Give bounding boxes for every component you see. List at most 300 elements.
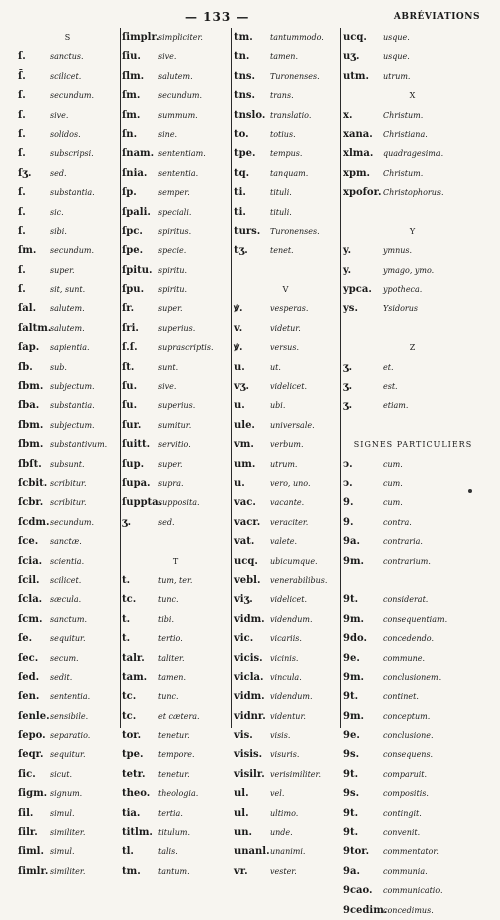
abbreviation: ſcia. [18,555,43,567]
expansion: superius. [158,401,196,411]
expansion: communicatio. [383,886,443,896]
expansion: salutem. [50,323,85,333]
abbreviation-entry [122,396,230,415]
abbreviation-entry [122,86,230,105]
abbreviation-entry [234,493,338,512]
abbreviation: ſ. [18,206,26,218]
expansion: Ysidorus [383,304,418,314]
section-heading [18,28,118,47]
abbreviation: ſil. [18,807,34,819]
abbreviation: ul. [234,788,249,800]
expansion: veraciter. [270,517,309,527]
expansion: secundum. [158,91,203,101]
expansion: videlicet. [270,382,308,392]
section-letter: X [409,91,417,101]
section-letter: V [282,285,290,295]
expansion: contrarium. [383,556,431,566]
expansion: secum. [50,653,79,663]
abbreviation: turs. [234,225,261,237]
abbreviation: 9t. [343,807,359,819]
abbreviation: ſ. [18,284,26,296]
expansion: scribitur. [50,498,87,508]
abbreviation-entry [122,804,230,823]
abbreviation: um. [234,458,256,470]
abbreviation-entry [122,125,230,144]
expansion: visis. [270,731,291,741]
abbreviation-entry [343,842,483,861]
abbreviation: ſuitt. [122,439,151,451]
abbreviation: tpe. [234,148,256,160]
expansion: verisimiliter. [270,769,321,779]
expansion: salutem. [50,304,85,314]
abbreviation: 9. [343,497,354,509]
abbreviation-entry [122,590,230,609]
abbreviation: ſbm. [18,419,44,431]
abbreviation-column [343,28,483,920]
abbreviation-entry [18,532,118,551]
abbreviation-entry [18,493,118,512]
abbreviation-entry [122,416,230,435]
abbreviation-entry [18,67,118,86]
abbreviation: tʒ. [234,245,248,257]
abbreviation: ſt. [122,361,135,373]
expansion: sub. [50,362,67,372]
expansion: visuris. [270,750,300,760]
abbreviation-entry [234,455,338,474]
abbreviation: ſcbit. [18,477,48,489]
abbreviation: ule. [234,419,255,431]
section-heading [343,416,483,435]
expansion: simul. [50,847,75,857]
abbreviation: vm. [234,439,254,451]
ink-spot [468,489,472,493]
abbreviation: ſpe. [122,245,144,257]
abbreviation-entry [18,804,118,823]
abbreviation: utm. [343,70,369,82]
expansion: sicut. [50,769,73,779]
abbreviation: titlm. [122,827,153,839]
abbreviation: tm. [122,865,141,877]
expansion: spiritu. [158,285,188,295]
abbreviation: tetr. [122,768,146,780]
abbreviation-entry [122,164,230,183]
expansion: separatio. [50,731,91,741]
abbreviation: tm. [234,32,253,43]
abbreviation: ſal. [18,303,37,315]
abbreviation-entry [234,47,338,66]
expansion: concedendo. [383,634,435,644]
abbreviation: vis. [234,730,253,742]
expansion: tertia. [158,808,183,818]
abbreviation-entry [343,745,483,764]
expansion: cum. [383,498,403,508]
abbreviation-entry [122,47,230,66]
abbreviation-entry [234,222,338,241]
abbreviation-entry [234,416,338,435]
expansion: conclusione. [383,731,434,741]
abbreviation-entry [18,435,118,454]
abbreviation: u. [234,477,245,489]
abbreviation: vat. [234,536,255,548]
abbreviation-entry [343,125,483,144]
expansion: cum. [383,459,403,469]
abbreviation-entry [234,183,338,202]
abbreviation-entry [122,493,230,512]
abbreviation-entry [343,183,483,202]
abbreviation: xana. [343,128,373,140]
abbreviation: ſup. [122,458,145,470]
expansion: supra. [158,478,184,488]
abbreviation-entry [343,513,483,532]
abbreviation: uʒ. [343,51,360,63]
expansion: tanquam. [270,168,309,178]
abbreviation: ſimlr. [18,865,49,877]
expansion: universale. [270,420,315,430]
abbreviation: ſ. [18,148,26,160]
abbreviation: ſap. [18,342,40,354]
abbreviation: ſilr. [18,827,38,839]
abbreviation: tl. [122,846,134,858]
expansion: utrum. [383,71,411,81]
abbreviation-entry [18,241,118,260]
expansion: usque. [383,52,410,62]
expansion: signum. [50,789,83,799]
expansion: sive. [158,382,177,392]
abbreviation-entry [18,687,118,706]
section-heading [122,552,230,571]
abbreviation: ſpu. [122,284,145,296]
expansion: servitio. [158,440,191,450]
expansion: vesperas. [270,304,309,314]
abbreviation: ſur. [122,419,142,431]
expansion: subjectum. [50,382,95,392]
abbreviation-entry [234,784,338,803]
abbreviation: u. [234,400,245,412]
abbreviation: ʒ. [343,361,353,373]
abbreviation-entry [234,377,338,396]
abbreviation-entry [343,396,483,415]
expansion: contingit. [383,808,422,818]
expansion: vicinis. [270,653,299,663]
expansion: sequitur. [50,750,86,760]
abbreviation-entry [343,241,483,260]
abbreviation-entry [234,319,338,338]
expansion: summum. [158,110,198,120]
expansion: sanctum. [50,614,88,624]
expansion: videntur. [270,711,306,721]
abbreviation: ſiml. [18,846,44,858]
abbreviation: ꝟ. [234,303,243,315]
expansion: videndum. [270,614,313,624]
abbreviation: ſce. [18,536,39,548]
abbreviation: 9m. [343,555,365,567]
expansion: tituli. [270,207,292,217]
section-letter: T [172,556,180,566]
expansion: valete. [270,537,298,547]
abbreviation-entry [122,183,230,202]
abbreviation-entry [18,299,118,318]
abbreviation: ſbſt. [18,458,42,470]
abbreviation-entry [122,862,230,881]
abbreviation-entry [18,125,118,144]
abbreviation-entry [343,687,483,706]
expansion: super. [158,304,183,314]
abbreviation-entry [122,823,230,842]
abbreviation-entry [18,784,118,803]
expansion: versus. [270,343,299,353]
abbreviation-entry [18,842,118,861]
expansion: theologia. [158,789,199,799]
abbreviation-entry [234,106,338,125]
abbreviation: ſic. [18,768,36,780]
abbreviation: tn. [234,51,250,63]
expansion: unde. [270,828,293,838]
abbreviation-entry [122,338,230,357]
expansion: sed. [158,517,175,527]
abbreviation-entry [122,299,230,318]
abbreviation: 9s. [343,788,360,800]
abbreviation: ſ. [18,51,26,63]
expansion: tamen. [270,52,298,62]
abbreviation: ſupa. [122,477,151,489]
abbreviation: ſ. [18,225,26,237]
abbreviation: ti. [234,206,246,218]
abbreviation: ſm. [122,90,141,102]
abbreviation: 9m. [343,671,365,683]
abbreviation: ti. [234,187,246,199]
expansion: subjectum. [50,420,95,430]
abbreviation: ſ. [18,90,26,102]
section-heading [234,280,338,299]
abbreviation-entry [343,28,483,47]
expansion: est. [383,382,398,392]
abbreviation-entry [343,901,483,920]
expansion: secundum. [50,246,95,256]
section-letter: SIGNES PARTICULIERS [353,440,473,450]
abbreviation-entry [122,144,230,163]
abbreviation-entry [343,144,483,163]
expansion: conclusionem. [383,672,442,682]
expansion: sanctus. [50,52,84,62]
abbreviation: ſu. [122,381,138,393]
abbreviation-entry [122,222,230,241]
abbreviation-entry [18,707,118,726]
abbreviation: ſm. [18,245,37,257]
expansion: sine. [158,129,178,139]
expansion: scilicet. [50,575,82,585]
expansion: ubi. [270,401,286,411]
abbreviation-entry [234,862,338,881]
expansion: spiritus. [158,226,192,236]
abbreviation: y. [343,245,352,257]
abbreviation-entry [18,668,118,687]
expansion: et. [383,362,394,372]
section-heading [343,319,483,338]
expansion: suprascriptis. [158,343,214,353]
abbreviation: ſri. [122,322,139,334]
expansion: trans. [270,91,294,101]
abbreviation-column [18,28,118,881]
abbreviation: tq. [234,167,250,179]
abbreviation-entry [122,571,230,590]
page-number: — 133 — [185,10,250,24]
section-heading [343,203,483,222]
abbreviation: ſigm. [18,788,48,800]
abbreviation-entry [343,649,483,668]
abbreviation-entry [18,222,118,241]
abbreviation: tc. [122,691,137,703]
abbreviation-entry [18,571,118,590]
abbreviation: 9cao. [343,885,373,897]
abbreviation: ſba. [18,400,40,412]
abbreviation-entry [343,377,483,396]
section-heading [343,435,483,454]
abbreviation: ſ.ſ. [122,342,138,354]
abbreviation-entry [343,67,483,86]
expansion: subsunt. [50,459,85,469]
abbreviation: vidm. [234,613,265,625]
expansion: ymnus. [383,246,413,256]
expansion: subscripsi. [50,149,94,159]
expansion: vincula. [270,672,302,682]
abbreviation-entry [234,396,338,415]
abbreviation: vicis. [234,652,263,664]
expansion: spiritu. [158,265,188,275]
expansion: consequens. [383,750,434,760]
abbreviation-entry [18,745,118,764]
abbreviation: talr. [122,652,145,664]
abbreviation-entry [122,629,230,648]
expansion: scilicet. [50,71,82,81]
abbreviation-entry [18,164,118,183]
abbreviation-entry [343,280,483,299]
abbreviation-entry [234,125,338,144]
abbreviation-entry [234,629,338,648]
abbreviation: un. [234,827,253,839]
expansion: sic. [50,207,64,217]
abbreviation: 9tor. [343,846,370,858]
section-letter: Y [409,226,417,236]
expansion: communia. [383,866,428,876]
abbreviation-entry [122,707,230,726]
expansion: salutem. [158,71,193,81]
abbreviation: 9a. [343,536,360,548]
abbreviation-entry [18,203,118,222]
abbreviation: 9e. [343,652,360,664]
abbreviation-entry [234,203,338,222]
expansion: convenit. [383,828,421,838]
abbreviation-entry [18,455,118,474]
abbreviation: ſe. [18,633,33,645]
abbreviation: ſ̄. [18,70,26,82]
abbreviation: vicla. [234,671,264,683]
abbreviation-entry [234,164,338,183]
expansion: similiter. [50,828,86,838]
abbreviation: ſu. [122,400,138,412]
abbreviation-entry [343,629,483,648]
abbreviation-entry [343,532,483,551]
expansion: conceptum. [383,711,431,721]
abbreviation-entry [234,435,338,454]
abbreviation: tns. [234,90,256,102]
expansion: Christum. [383,110,424,120]
abbreviation-entry [234,241,338,260]
expansion: secundum. [50,517,95,527]
abbreviation: tpe. [122,749,144,761]
section-letter: Z [409,343,417,353]
expansion: contra. [383,517,412,527]
abbreviation-entry [234,532,338,551]
abbreviation-entry [343,552,483,571]
expansion: considerat. [383,595,429,605]
expansion: sibi. [50,226,67,236]
abbreviation-entry [18,358,118,377]
section-letter: S [64,33,72,42]
abbreviation: y. [343,264,352,276]
abbreviation: ↄ. [343,458,353,470]
expansion: sive. [158,52,177,62]
abbreviation-entry [122,668,230,687]
abbreviation: ſn. [122,128,138,140]
abbreviation-entry [234,590,338,609]
abbreviation-entry [18,862,118,881]
abbreviation-entry [18,47,118,66]
column-divider [231,28,232,728]
abbreviation: vidnr. [234,710,266,722]
abbreviation-entry [122,842,230,861]
expansion: compositis. [383,789,429,799]
expansion: Christum. [383,168,424,178]
abbreviation: ſcbr. [18,497,44,509]
abbreviation-entry [234,513,338,532]
expansion: solidos. [50,129,81,139]
abbreviation: ſm. [122,109,141,121]
expansion: contraria. [383,537,423,547]
abbreviation-entry [122,745,230,764]
abbreviation: ſ. [18,128,26,140]
expansion: ultimo. [270,808,299,818]
expansion: ubicumque. [270,556,318,566]
expansion: talis. [158,847,178,857]
section-heading [343,571,483,590]
abbreviation-entry [343,707,483,726]
abbreviation-entry [122,203,230,222]
abbreviation-entry [18,416,118,435]
expansion: usque. [383,33,410,42]
abbreviation-entry [18,280,118,299]
expansion: tibi. [158,614,174,624]
abbreviation-entry [18,765,118,784]
abbreviation: ucq. [343,32,367,43]
abbreviation-entry [122,687,230,706]
expansion: sensibile. [50,711,89,721]
abbreviation-entry [18,261,118,280]
expansion: Christiana. [383,129,428,139]
abbreviation-entry [234,668,338,687]
abbreviation: ſcdm. [18,516,50,528]
expansion: simul. [50,808,75,818]
expansion: verbum. [270,440,304,450]
abbreviation-entry [343,455,483,474]
section-heading [343,86,483,105]
abbreviation-entry [122,513,230,532]
abbreviation-column [234,28,338,881]
expansion: sequitur. [50,634,86,644]
abbreviation-entry [343,358,483,377]
abbreviation: 9m. [343,710,365,722]
section-heading [343,222,483,241]
abbreviation: 9cedim. [343,904,388,916]
